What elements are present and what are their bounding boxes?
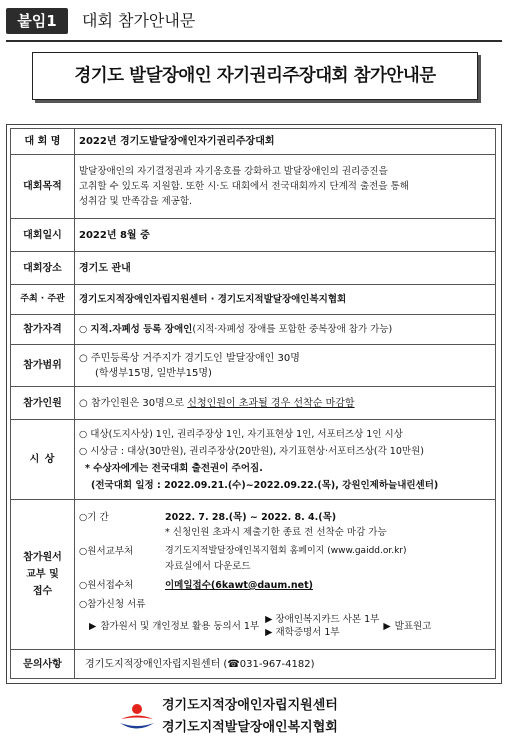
label-event-name: 대 회 명 bbox=[11, 129, 75, 155]
footer-org-2: 경기도지적발달장애인복지협회 bbox=[162, 720, 338, 735]
scope-line: ○ 주민등록상 거주지가 경기도인 발달장애인 30명 bbox=[79, 352, 300, 364]
document-title: 경기도 발달장애인 자기권리주장대회 참가안내문 bbox=[32, 52, 478, 100]
issue-value-2: 자료실에서 다운로드 bbox=[165, 561, 251, 572]
label-qualification: 참가자격 bbox=[11, 315, 75, 345]
docs-title: ○참가신청 서류 bbox=[79, 599, 146, 610]
row-host bbox=[11, 285, 496, 315]
docs-list bbox=[79, 613, 491, 639]
scope-line: (학생부15명, 일반부15명) bbox=[95, 367, 212, 379]
purpose-line: 성취감 및 만족감을 제공함. bbox=[79, 196, 193, 207]
row-purpose bbox=[11, 155, 496, 219]
awards-note bbox=[79, 460, 491, 477]
row-event-name bbox=[11, 129, 496, 155]
awards-line: ○ 시상금 : 대상(30만원), 권리주장상(20만원), 자기표현상·서포터즈상(각 10만원) bbox=[79, 445, 424, 457]
value-scope bbox=[75, 345, 496, 387]
header-title: 대회 참가안내문 bbox=[82, 11, 196, 30]
doc-item: 재학증명서 1부 bbox=[275, 627, 340, 638]
awards-line: ○ 대상(도지사상) 1인, 권리주장상 1인, 자기표현상 1인, 서포터즈상 1인 시상 bbox=[79, 428, 403, 440]
arrow-icon: ▶ bbox=[89, 620, 97, 632]
value-qualification bbox=[75, 315, 496, 345]
awards-national: (전국대회 일정 : 2022.09.21.(수)~2022.09.22.(목), 강원인제하늘내린센터) bbox=[91, 479, 439, 491]
period-key: ○기 간 bbox=[79, 512, 109, 523]
period-note: * 신청인원 초과시 제출기한 종료 전 선착순 마감 가능 bbox=[165, 527, 387, 538]
doc-item: 발표원고 bbox=[394, 620, 432, 632]
doc-item: 참가원서 및 개인정보 활용 동의서 1부 bbox=[100, 620, 260, 632]
info-table bbox=[10, 128, 496, 679]
email-link[interactable]: 이메일접수(6kawt@daum.net) bbox=[165, 580, 313, 591]
qualification-bold: 지적.자폐성 등록 장애인 bbox=[90, 324, 193, 335]
value-event-name: 2022년 경기도발달장애인자기권리주장대회 bbox=[75, 129, 496, 155]
row-awards bbox=[11, 420, 496, 500]
doc-item: 장애인복지카드 사본 1부 bbox=[275, 614, 380, 625]
organization-logo-icon bbox=[118, 702, 156, 732]
label-application bbox=[11, 500, 75, 650]
qualification-note: (지적·자폐성 장애를 포함한 중복장애 참가 가능) bbox=[192, 324, 393, 335]
value-place: 경기도 관내 bbox=[75, 252, 496, 285]
arrow-icon: ▶ bbox=[383, 620, 391, 632]
period-block bbox=[79, 510, 491, 540]
row-inquiry bbox=[11, 650, 496, 679]
value-application bbox=[75, 500, 496, 650]
value-date: 2022년 8월 중 bbox=[75, 219, 496, 252]
issue-key: ○원서교부처 bbox=[79, 546, 134, 557]
purpose-line: 발달장애인의 자기결정권과 자기옹호를 강화하고 발달장애인의 권리증진을 bbox=[79, 166, 388, 177]
value-host: 경기도지적장애인자립지원센터 · 경기도지적발달장애인복지협회 bbox=[75, 285, 496, 315]
doc-group bbox=[265, 613, 379, 639]
label-date: 대회일시 bbox=[11, 219, 75, 252]
label-scope: 참가범위 bbox=[11, 345, 75, 387]
issue-block bbox=[79, 544, 491, 574]
value-inquiry: 경기도지적장애인자립지원센터 (☎031-967-4182) bbox=[75, 650, 496, 679]
row-count bbox=[11, 387, 496, 420]
label-host: 주최 · 주관 bbox=[11, 285, 75, 315]
count-underlined: 신청인원이 초과될 경우 선착순 마감함 bbox=[187, 397, 355, 409]
arrow-icon: ▶ bbox=[265, 614, 273, 625]
attachment-badge: 붙임1 bbox=[6, 8, 68, 34]
row-scope bbox=[11, 345, 496, 387]
row-qualification bbox=[11, 315, 496, 345]
application-label-line: 참가원서 bbox=[23, 552, 62, 563]
value-count bbox=[75, 387, 496, 420]
label-place: 대회장소 bbox=[11, 252, 75, 285]
period-value: 2022. 7. 28.(목) ~ 2022. 8. 4.(목) bbox=[165, 512, 337, 523]
label-inquiry: 문의사항 bbox=[11, 650, 75, 679]
purpose-line: 고취할 수 있도록 지원함. 또한 시·도 대회에서 전국대회까지 단계적 출전을 통해 bbox=[79, 181, 409, 192]
footer-org-1: 경기도지적장애인자립지원센터 bbox=[162, 698, 338, 713]
header-bar bbox=[6, 8, 502, 34]
awards-note-prefix: * 수상자에게는 bbox=[85, 462, 152, 474]
row-application bbox=[11, 500, 496, 650]
value-purpose bbox=[75, 155, 496, 219]
label-count: 참가인원 bbox=[11, 387, 75, 420]
arrow-icon: ▶ bbox=[265, 627, 273, 638]
value-awards bbox=[75, 420, 496, 500]
header-divider bbox=[6, 40, 502, 42]
row-place bbox=[11, 252, 496, 285]
row-date bbox=[11, 219, 496, 252]
footer bbox=[118, 692, 418, 740]
count-text: ○ 참가인원은 30명으로 bbox=[79, 397, 188, 409]
label-purpose: 대회목적 bbox=[11, 155, 75, 219]
receive-block bbox=[79, 578, 491, 593]
label-awards: 시 상 bbox=[11, 420, 75, 500]
awards-note-bold: 전국대회 출전권이 주어짐. bbox=[151, 462, 263, 474]
receive-key: ○원서접수처 bbox=[79, 580, 134, 591]
bullet: ○ bbox=[79, 324, 88, 335]
application-label-line: 교부 및 bbox=[26, 569, 59, 580]
issue-value: 경기도지적발달장애인복지협회 홈페이지 (www.gaidd.or.kr) bbox=[165, 546, 407, 556]
application-label-line: 접수 bbox=[32, 586, 53, 597]
